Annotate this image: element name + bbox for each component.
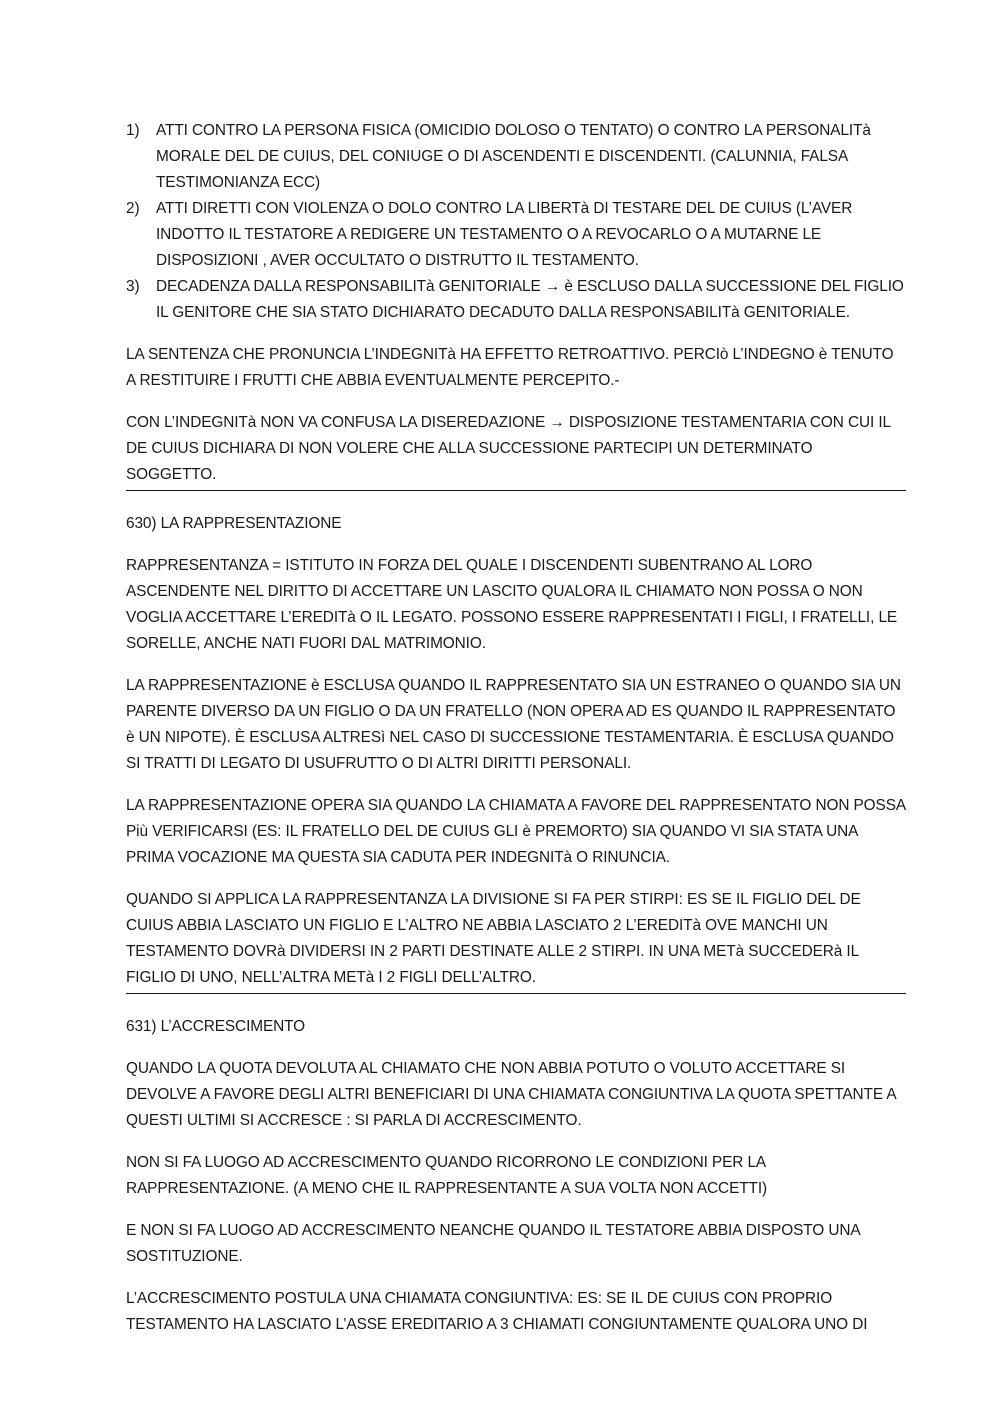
paragraph-postula: L’ACCRESCIMENTO POSTULA UNA CHIAMATA CONGIUNTIVA: ES: SE IL DE CUIUS CON PROPRIO TESTAMENTO HA LASCIATO L’ASSE EREDITARIO A 3 CHIAMATI CONGIUNTAMENTE QUALORA UNO DI — [126, 1290, 868, 1333]
list-item-text: ATTI CONTRO LA PERSONA FISICA (OMICIDIO DOLOSO O TENTATO) O CONTRO LA PERSONALITà MORALE DEL DE CUIUS, DEL CONIUGE O DI ASCENDENTI E DISCENDENTI. (CALUNNIA, FALSA TESTIMONIANZA ECC) — [156, 122, 871, 191]
paragraph-stirpi: QUANDO SI APPLICA LA RAPPRESENTANZA LA DIVISIONE SI FA PER STIRPI: ES SE IL FIGLIO DEL DE CUIUS ABBIA LASCIATO UN FIGLIO E L’ALTRO NE ABBIA LASCIATO 2 L’EREDITà OVE MANCHI UN TESTAMENTO DOVRà DIVIDERSI IN 2 PARTI DESTINATE ALLE 2 STIRPI. IN UNA METà SUCCEDERà IL FIGLIO DI UNO, NELL’ALTRA METà I 2 FIGLI DELL’ALTRO. — [126, 887, 906, 994]
list-item-number: 3) — [126, 278, 140, 295]
paragraph-quota: QUANDO LA QUOTA DEVOLUTA AL CHIAMATO CHE NON ABBIA POTUTO O VOLUTO ACCETTARE SI DEVOLVE A FAVORE DEGLI ALTRI BENEFICIARI DI UNA CHIAMATA CONGIUNTIVA LA QUOTA SPETTANTE A QUESTI ULTIMI SI ACCRESCE : SI PARLA DI ACCRESCIMENTO. — [126, 1060, 896, 1129]
section-heading-630: 630) LA RAPPRESENTAZIONE — [126, 515, 342, 532]
paragraph-rappresentanza: RAPPRESENTANZA = ISTITUTO IN FORZA DEL QUALE I DISCENDENTI SUBENTRANO AL LORO ASCENDENTE NEL DIRITTO DI ACCETTARE UN LASCITO QUALORA IL CHIAMATO NON POSSA O NON VOGLIA ACCETTARE L’EREDITà O IL LEGATO. POSSONO ESSERE RAPPRESENTATI I FIGLI, I FRATELLI, LE SORELLE, ANCHE NATI FUORI DAL MATRIMONIO. — [126, 557, 898, 652]
list-item-text: DECADENZA DALLA RESPONSABILITà GENITORIALE → è ESCLUSO DALLA SUCCESSIONE DEL FIGLIO IL GENITORE CHE SIA STATO DICHIARATO DECADUTO DALLA RESPONSABILITà GENITORIALE. — [156, 278, 904, 321]
document-page — [126, 118, 906, 1354]
list-item-number: 1) — [126, 122, 140, 139]
list-item-text: ATTI DIRETTI CON VIOLENZA O DOLO CONTRO LA LIBERTà DI TESTARE DEL DE CUIUS (L’AVER INDOTTO IL TESTATORE A REDIGERE UN TESTAMENTO O A REVOCARLO O A MUTARNE LE DISPOSIZIONI , AVER OCCULTATO O DISTRUTTO IL TESTAMENTO. — [156, 200, 853, 269]
paragraph-opera: LA RAPPRESENTAZIONE OPERA SIA QUANDO LA CHIAMATA A FAVORE DEL RAPPRESENTATO NON POSSA Più VERIFICARSI (ES: IL FRATELLO DEL DE CUIUS GLI è PREMORTO) SIA QUANDO VI SIA STATA UNA PRIMA VOCAZIONE MA QUESTA SIA CADUTA PER INDEGNITà O RINUNCIA. — [126, 797, 906, 866]
paragraph-non-luogo: NON SI FA LUOGO AD ACCRESCIMENTO QUANDO RICORRONO LE CONDIZIONI PER LA RAPPRESENTAZIONE. (A MENO CHE IL RAPPRESENTANTE A SUA VOLTA NON ACCETTI) — [126, 1154, 768, 1197]
paragraph-esclusa: LA RAPPRESENTAZIONE è ESCLUSA QUANDO IL RAPPRESENTATO SIA UN ESTRANEO O QUANDO SIA UN PARENTE DIVERSO DA UN FIGLIO O DA UN FRATELLO (NON OPERA AD ES QUANDO IL RAPPRESENTATO è UN NIPOTE). È ESCLUSA ALTRESì NEL CASO DI SUCCESSIONE TESTAMENTARIA. È ESCLUSA QUANDO SI TRATTI DI LEGATO DI USUFRUTTO O DI ALTRI DIRITTI PERSONALI. — [126, 677, 901, 772]
list-item — [126, 118, 906, 196]
list-item-number: 2) — [126, 200, 140, 217]
paragraph-diseredazione: CON L’INDEGNITà NON VA CONFUSA LA DISEREDAZIONE → DISPOSIZIONE TESTAMENTARIA CON CUI IL DE CUIUS DICHIARA DI NON VOLERE CHE ALLA SUCCESSIONE PARTECIPI UN DETERMINATO SOGGETTO. — [126, 410, 906, 491]
list-item — [126, 274, 906, 326]
numbered-list — [126, 118, 906, 326]
paragraph-sentenza: LA SENTENZA CHE PRONUNCIA L’INDEGNITà HA EFFETTO RETROATTIVO. PERCIò L’INDEGNO è TENUTO A RESTITUIRE I FRUTTI CHE ABBIA EVENTUALMENTE PERCEPITO.- — [126, 346, 894, 389]
list-item — [126, 196, 906, 274]
section-heading-631: 631) L’ACCRESCIMENTO — [126, 1018, 306, 1035]
paragraph-sostituzione: E NON SI FA LUOGO AD ACCRESCIMENTO NEANCHE QUANDO IL TESTATORE ABBIA DISPOSTO UNA SOSTITUZIONE. — [126, 1222, 860, 1265]
